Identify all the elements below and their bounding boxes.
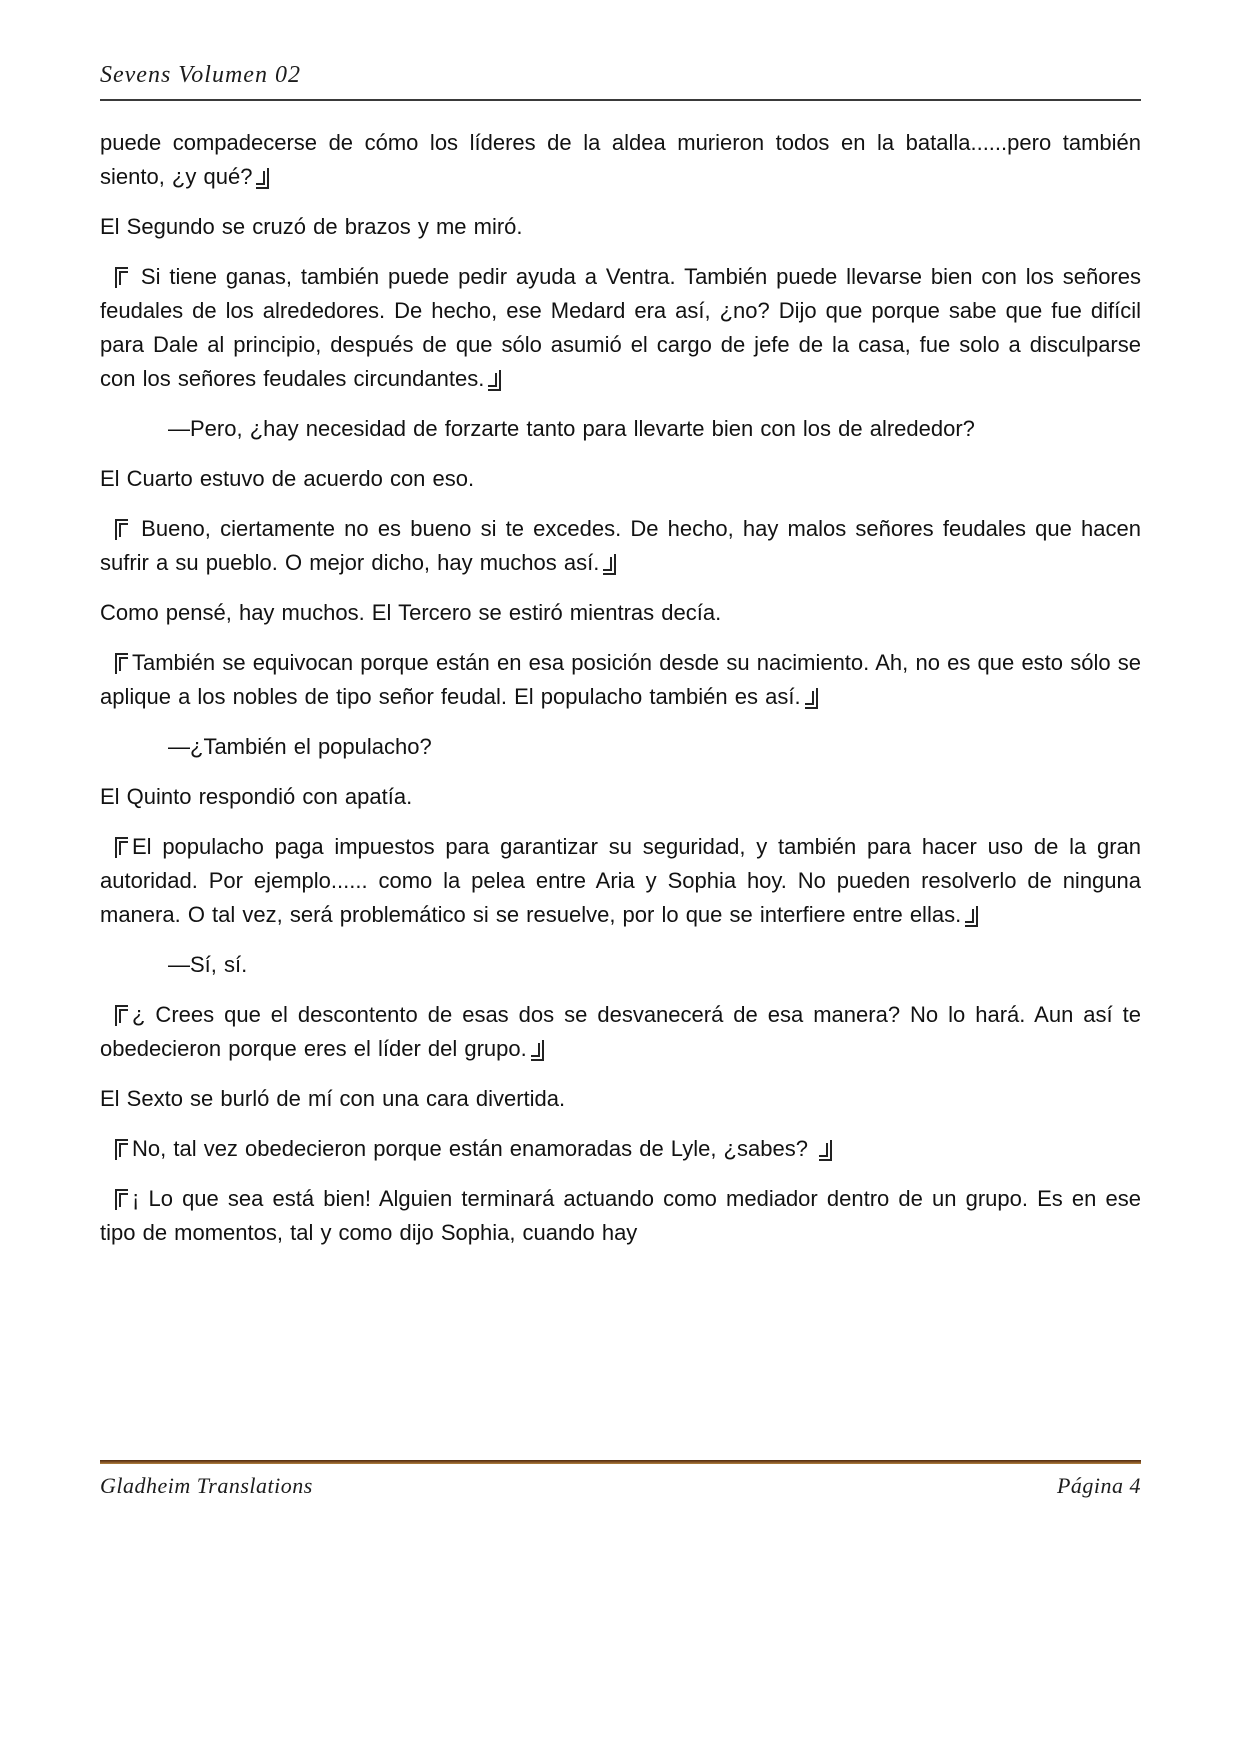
footer-page-number: Página 4 — [1056, 1473, 1141, 1498]
paragraph-quote: ¿ Crees que el descontento de esas dos se desvanecerá de esa manera? No lo hará. Aun así te obedecieron porque eres el líder del grupo. — [100, 1002, 1141, 1061]
quote-close-bracket-icon — [965, 906, 978, 927]
page-header — [100, 62, 1141, 101]
paragraph-speech: —¿También el populacho? — [168, 734, 432, 759]
quote-open-bracket-icon — [115, 1139, 128, 1160]
paragraph-body: El Segundo se cruzó de brazos y me miró. — [100, 214, 523, 239]
footer-text-row — [100, 1473, 1141, 1499]
quote-close-bracket-icon — [531, 1040, 544, 1061]
quote-close-bracket-icon — [488, 370, 501, 391]
paragraph-quote: No, tal vez obedecieron porque están enamoradas de Lyle, ¿sabes? — [100, 1132, 1141, 1166]
paragraph-quote: También se equivocan porque están en esa posición desde su nacimiento. Ah, no es que esto sólo se aplique a los nobles de tipo señor feudal. El populacho también es así. — [100, 650, 1141, 709]
quote-open-bracket-icon — [115, 1005, 128, 1026]
paragraph-quote: ¡ Lo que sea está bien! Alguien terminará actuando como mediador dentro de un grupo. Es en ese tipo de momentos, tal y como dijo Sophia, cuando hay — [100, 1186, 1141, 1245]
paragraph-body: puede compadecerse de cómo los líderes de la aldea murieron todos en la batalla......pero también siento, ¿y qué? — [100, 130, 1141, 189]
page-footer — [100, 1460, 1141, 1499]
paragraph-body: El Sexto se burló de mí con una cara divertida. — [100, 1086, 566, 1111]
quote-close-bracket-icon — [256, 168, 269, 189]
paragraph-body: Como pensé, hay muchos. El Tercero se estiró mientras decía. — [100, 600, 722, 625]
quote-open-bracket-icon — [115, 653, 128, 674]
quote-close-bracket-icon — [603, 554, 616, 575]
quote-open-bracket-icon — [115, 1189, 128, 1210]
quote-close-bracket-icon — [805, 688, 818, 709]
paragraph-speech: —Sí, sí. — [168, 952, 248, 977]
quote-open-bracket-icon — [115, 837, 128, 858]
paragraph-body: El Cuarto estuvo de acuerdo con eso. — [100, 466, 475, 491]
paragraph-quote: Bueno, ciertamente no es bueno si te excedes. De hecho, hay malos señores feudales que hacen sufrir a su pueblo. O mejor dicho, hay muchos así. — [100, 516, 1141, 575]
footer-rule — [100, 1460, 1141, 1464]
quote-open-bracket-icon — [115, 519, 128, 540]
paragraph-quote: Si tiene ganas, también puede pedir ayuda a Ventra. También puede llevarse bien con los señores feudales de los alrededores. De hecho, ese Medard era así, ¿no? Dijo que porque sabe que fue difícil para Dale al principio, después de que sólo asumió el cargo de jefe de la casa, fue solo a disculparse con los señores feudales circundantes. — [100, 264, 1141, 391]
quote-open-bracket-icon — [115, 267, 128, 288]
page-body — [100, 126, 1141, 1266]
quote-close-bracket-icon — [819, 1140, 832, 1161]
paragraph-speech: —Pero, ¿hay necesidad de forzarte tanto para llevarte bien con los de alrededor? — [168, 416, 975, 441]
footer-translator-credit: Gladheim Translations — [100, 1473, 313, 1498]
paragraph-quote: El populacho paga impuestos para garantizar su seguridad, y también para hacer uso de la gran autoridad. Por ejemplo...... como la pelea entre Aria y Sophia hoy. No pueden resolverlo de ninguna manera. O tal vez, será problemático si se resuelve, por lo que se interfiere entre ellas. — [100, 834, 1141, 927]
header-title: Sevens Volumen 02 — [100, 62, 301, 88]
paragraph-body: El Quinto respondió con apatía. — [100, 784, 413, 809]
